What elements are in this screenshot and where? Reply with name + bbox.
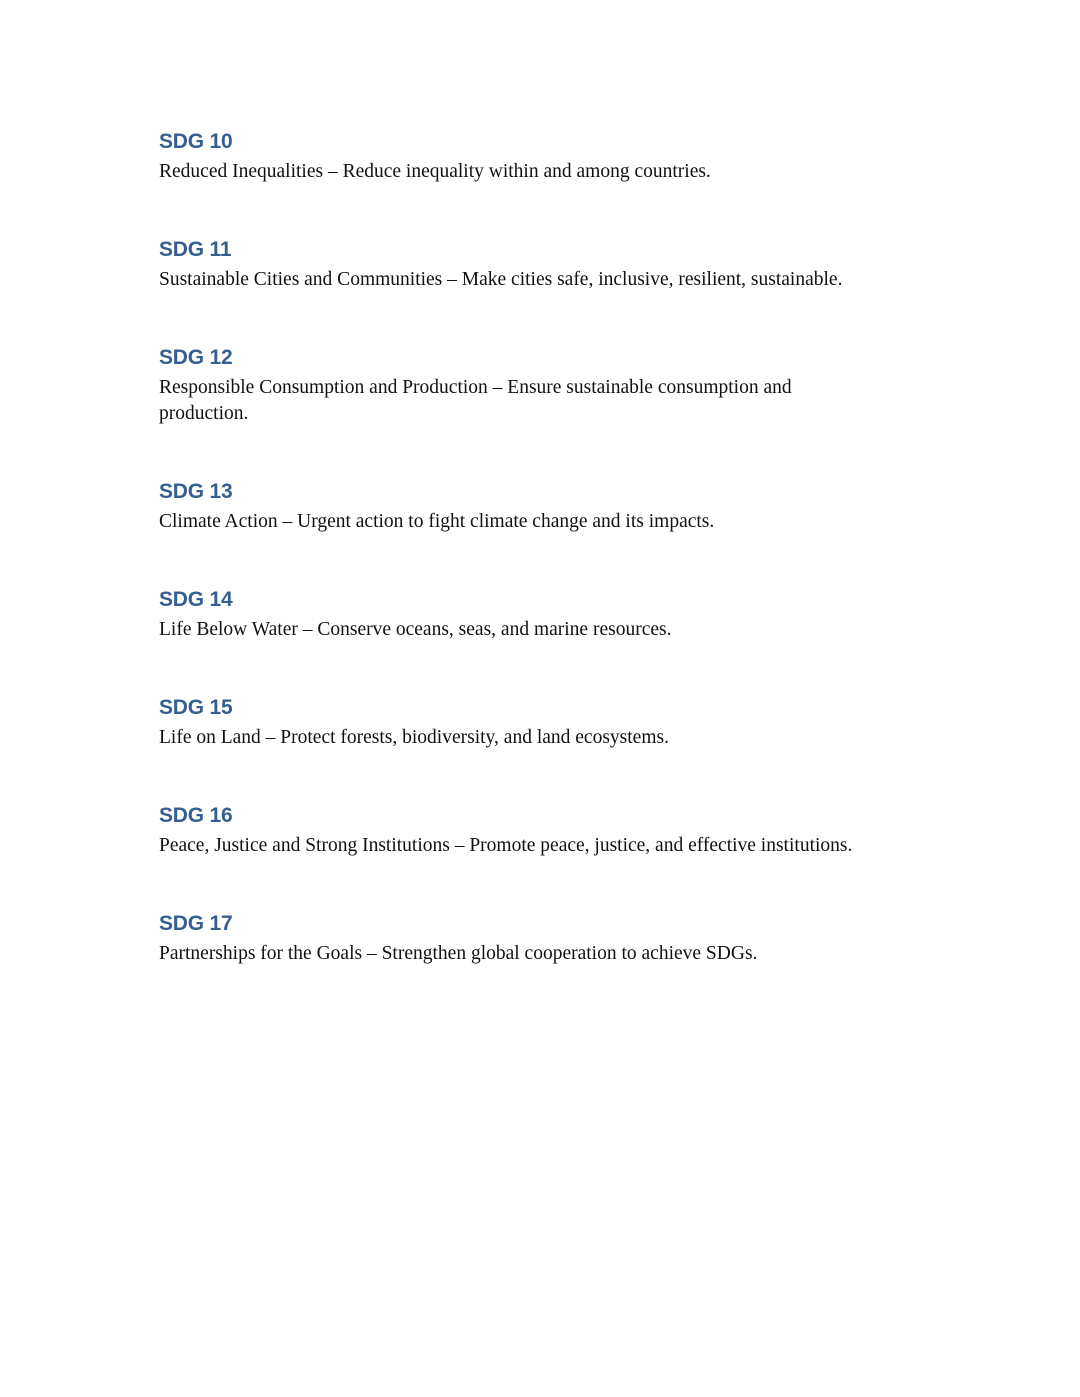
section-heading: SDG 15 — [159, 696, 233, 719]
section-heading: SDG 12 — [159, 346, 233, 369]
sdg-13-section — [159, 478, 899, 535]
section-description: Life on Land – Protect forests, biodiversity, and land ecosystems. — [159, 727, 669, 748]
section-heading: SDG 10 — [159, 130, 233, 153]
section-description: Responsible Consumption and Production – Ensure sustainable consumption and production. — [159, 377, 792, 424]
section-heading: SDG 13 — [159, 480, 233, 503]
section-description: Sustainable Cities and Communities – Make cities safe, inclusive, resilient, sustainable. — [159, 269, 843, 290]
sdg-12-section — [159, 344, 899, 427]
section-heading: SDG 11 — [159, 238, 232, 261]
section-heading: SDG 14 — [159, 588, 233, 611]
section-description: Partnerships for the Goals – Strengthen global cooperation to achieve SDGs. — [159, 943, 758, 964]
section-description: Peace, Justice and Strong Institutions – Promote peace, justice, and effective institutions. — [159, 835, 853, 856]
section-description: Climate Action – Urgent action to fight climate change and its impacts. — [159, 511, 715, 532]
section-description: Life Below Water – Conserve oceans, seas, and marine resources. — [159, 619, 672, 640]
section-description: Reduced Inequalities – Reduce inequality within and among countries. — [159, 161, 711, 182]
sdg-15-section — [159, 694, 899, 751]
sdg-10-section — [159, 128, 899, 185]
sdg-17-section — [159, 910, 899, 967]
sdg-11-section — [159, 236, 899, 293]
section-heading: SDG 16 — [159, 804, 233, 827]
sdg-14-section — [159, 586, 899, 643]
sdg-16-section — [159, 802, 899, 859]
section-heading: SDG 17 — [159, 912, 233, 935]
document-page — [159, 128, 899, 1018]
